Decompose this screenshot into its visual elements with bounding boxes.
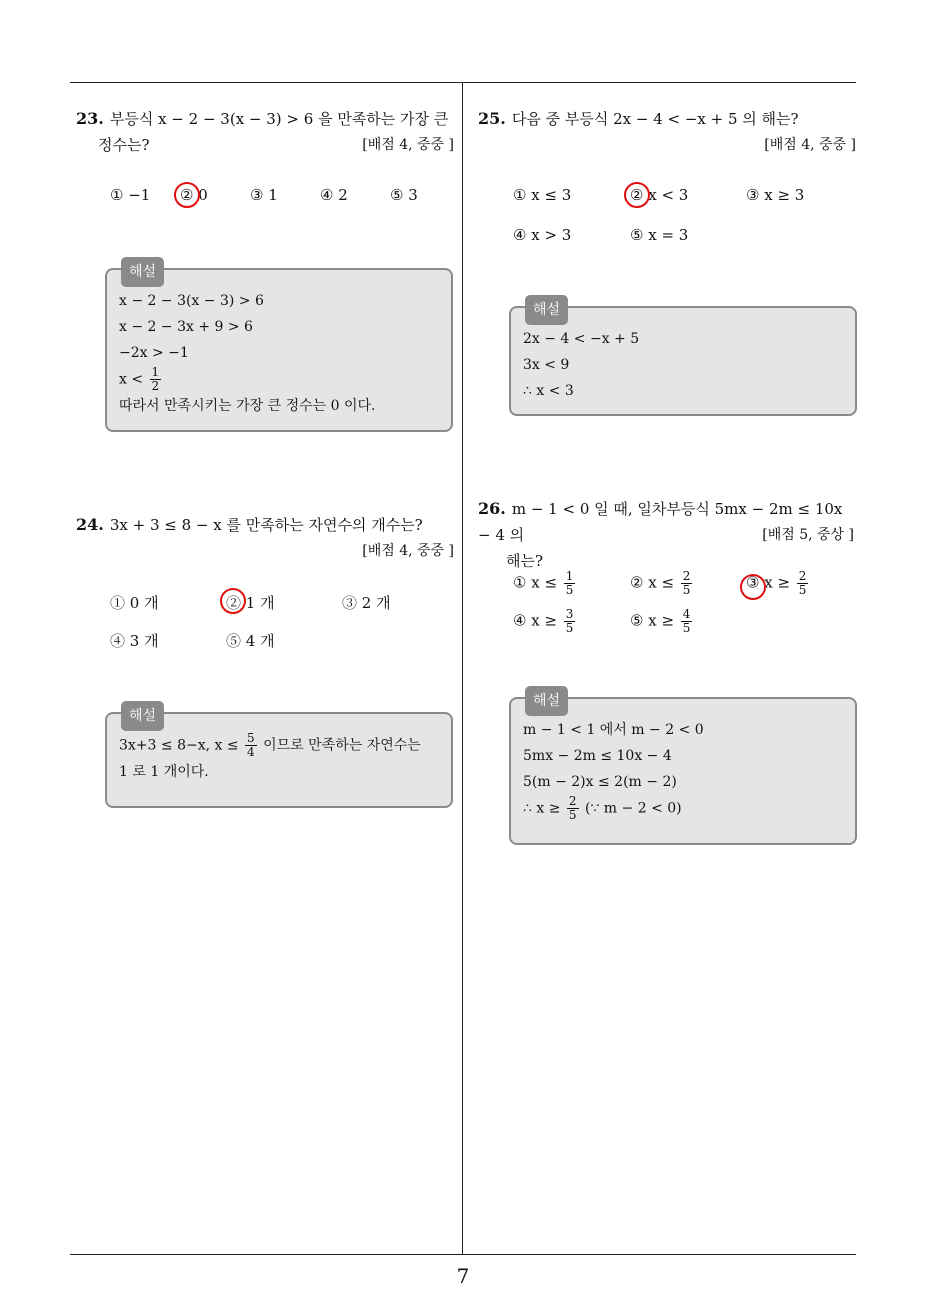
solution-text: (∵ m − 2 < 0) xyxy=(584,800,682,817)
fraction xyxy=(797,570,809,597)
solution-text: 3x+3 ≤ 8−x, x ≤ xyxy=(119,737,239,754)
answer-circle xyxy=(740,574,766,600)
denominator: 5 xyxy=(682,583,691,597)
question-25-stem xyxy=(478,106,856,132)
question-text-line2: 해는? xyxy=(506,552,544,570)
question-text: 3x + 3 ≤ 8 − x 를 만족하는 자연수의 개수는? xyxy=(109,516,423,534)
fraction xyxy=(567,795,579,822)
option-3[interactable]: ③ 1 xyxy=(250,186,278,204)
solution-box-23 xyxy=(105,264,453,432)
solution-tag: 해설 xyxy=(121,701,164,731)
option-text: ③ x ≥ xyxy=(746,573,791,592)
question-24-stem xyxy=(76,512,454,538)
answer-circle xyxy=(174,182,200,208)
option-3[interactable]: ③ 2 개 xyxy=(342,594,391,612)
question-23-stem xyxy=(76,106,454,132)
answer-circle xyxy=(220,588,246,614)
solution-line: x − 2 − 3(x − 3) > 6 xyxy=(119,293,264,309)
option-2[interactable]: ② 1 개 xyxy=(226,594,275,612)
numerator: 2 xyxy=(798,569,807,583)
question-text-line2: 정수는? xyxy=(98,136,150,154)
page-number: 7 xyxy=(456,1264,470,1288)
option-1[interactable] xyxy=(513,570,577,597)
option-4[interactable]: ④ x > 3 xyxy=(513,226,572,244)
solution-box-26 xyxy=(509,693,857,845)
numerator: 2 xyxy=(682,569,691,583)
numerator: 5 xyxy=(247,731,255,745)
denominator: 5 xyxy=(682,621,691,635)
denominator: 2 xyxy=(151,379,160,393)
option-text: ④ x ≥ xyxy=(513,611,558,630)
denominator: 4 xyxy=(247,745,255,759)
solution-line: ∴ x < 3 xyxy=(523,383,574,399)
option-text: ② x ≤ xyxy=(630,573,675,592)
numerator: 1 xyxy=(151,365,160,379)
option-5[interactable]: ⑤ 4 개 xyxy=(226,632,275,650)
solution-tag: 해설 xyxy=(121,257,164,287)
question-number: 24. xyxy=(76,515,104,534)
question-text: 부등식 x − 2 − 3(x − 3) > 6 을 만족하는 가장 큰 xyxy=(109,110,449,128)
solution-tag: 해설 xyxy=(525,686,568,716)
solution-box-24 xyxy=(105,708,453,808)
solution-text: 이므로 만족하는 자연수는 xyxy=(263,737,421,754)
question-text: m − 1 < 0 일 때, 일차부등식 5mx − 2m ≤ 10x − 4 의 xyxy=(478,500,843,544)
numerator: 3 xyxy=(565,607,574,621)
option-5[interactable] xyxy=(630,608,694,635)
option-text: ① x ≤ xyxy=(513,573,558,592)
numerator: 4 xyxy=(682,607,691,621)
solution-line: 따라서 만족시키는 가장 큰 정수는 0 이다. xyxy=(119,398,376,414)
question-number: 23. xyxy=(76,109,104,128)
option-1[interactable]: ① 0 개 xyxy=(110,594,159,612)
option-2[interactable]: ② x < 3 xyxy=(630,186,689,204)
option-3[interactable]: ③ x ≥ 3 xyxy=(746,186,805,204)
solution-line: 1 로 1 개이다. xyxy=(119,764,209,780)
numerator: 1 xyxy=(565,569,574,583)
denominator: 5 xyxy=(568,808,577,822)
fraction xyxy=(245,732,257,759)
numerator: 2 xyxy=(568,794,577,808)
option-1[interactable]: ① −1 xyxy=(110,186,151,204)
solution-line xyxy=(523,795,843,822)
fraction xyxy=(681,608,693,635)
score-label: [배점 4, 중중 ] xyxy=(362,137,454,153)
option-text: ⑤ x ≥ xyxy=(630,611,675,630)
option-5[interactable]: ⑤ x = 3 xyxy=(630,226,689,244)
option-4[interactable]: ④ 2 xyxy=(320,186,348,204)
option-2[interactable]: ② 0 xyxy=(180,186,208,204)
solution-line: 2x − 4 < −x + 5 xyxy=(523,331,640,347)
score-label: [배점 4, 중중 ] xyxy=(362,543,454,559)
denominator: 5 xyxy=(798,583,807,597)
option-1[interactable]: ① x ≤ 3 xyxy=(513,186,572,204)
answer-circle xyxy=(624,182,650,208)
question-23 xyxy=(76,106,454,158)
fraction xyxy=(564,570,576,597)
fraction xyxy=(681,570,693,597)
question-text: 다음 중 부등식 2x − 4 < −x + 5 의 해는? xyxy=(511,110,799,128)
bottom-rule xyxy=(70,1254,856,1255)
score-label: [배점 4, 중중 ] xyxy=(764,137,856,153)
denominator: 5 xyxy=(565,621,574,635)
question-26 xyxy=(478,496,858,574)
option-2[interactable] xyxy=(630,570,694,597)
fraction xyxy=(150,366,162,393)
option-4[interactable]: ④ 3 개 xyxy=(110,632,159,650)
option-4[interactable] xyxy=(513,608,577,635)
column-divider xyxy=(462,82,463,1255)
solution-line: m − 1 < 1 에서 m − 2 < 0 xyxy=(523,722,704,738)
question-number: 26. xyxy=(478,499,506,518)
question-25 xyxy=(478,106,856,153)
question-24 xyxy=(76,512,454,559)
solution-line xyxy=(119,732,439,759)
solution-box-25 xyxy=(509,302,857,416)
solution-text: x < xyxy=(119,371,144,388)
solution-line: x − 2 − 3x + 9 > 6 xyxy=(119,319,253,335)
solution-line: 5mx − 2m ≤ 10x − 4 xyxy=(523,748,672,764)
solution-line: 5(m − 2)x ≤ 2(m − 2) xyxy=(523,774,677,790)
fraction xyxy=(564,608,576,635)
solution-text: ∴ x ≥ xyxy=(523,800,561,817)
solution-line: 3x < 9 xyxy=(523,357,570,373)
top-rule xyxy=(70,82,856,83)
solution-line: −2x > −1 xyxy=(119,345,189,361)
option-5[interactable]: ⑤ 3 xyxy=(390,186,418,204)
score-label: [배점 5, 중상 ] xyxy=(762,527,854,543)
question-number: 25. xyxy=(478,109,506,128)
denominator: 5 xyxy=(565,583,574,597)
solution-line xyxy=(119,366,439,393)
solution-tag: 해설 xyxy=(525,295,568,325)
